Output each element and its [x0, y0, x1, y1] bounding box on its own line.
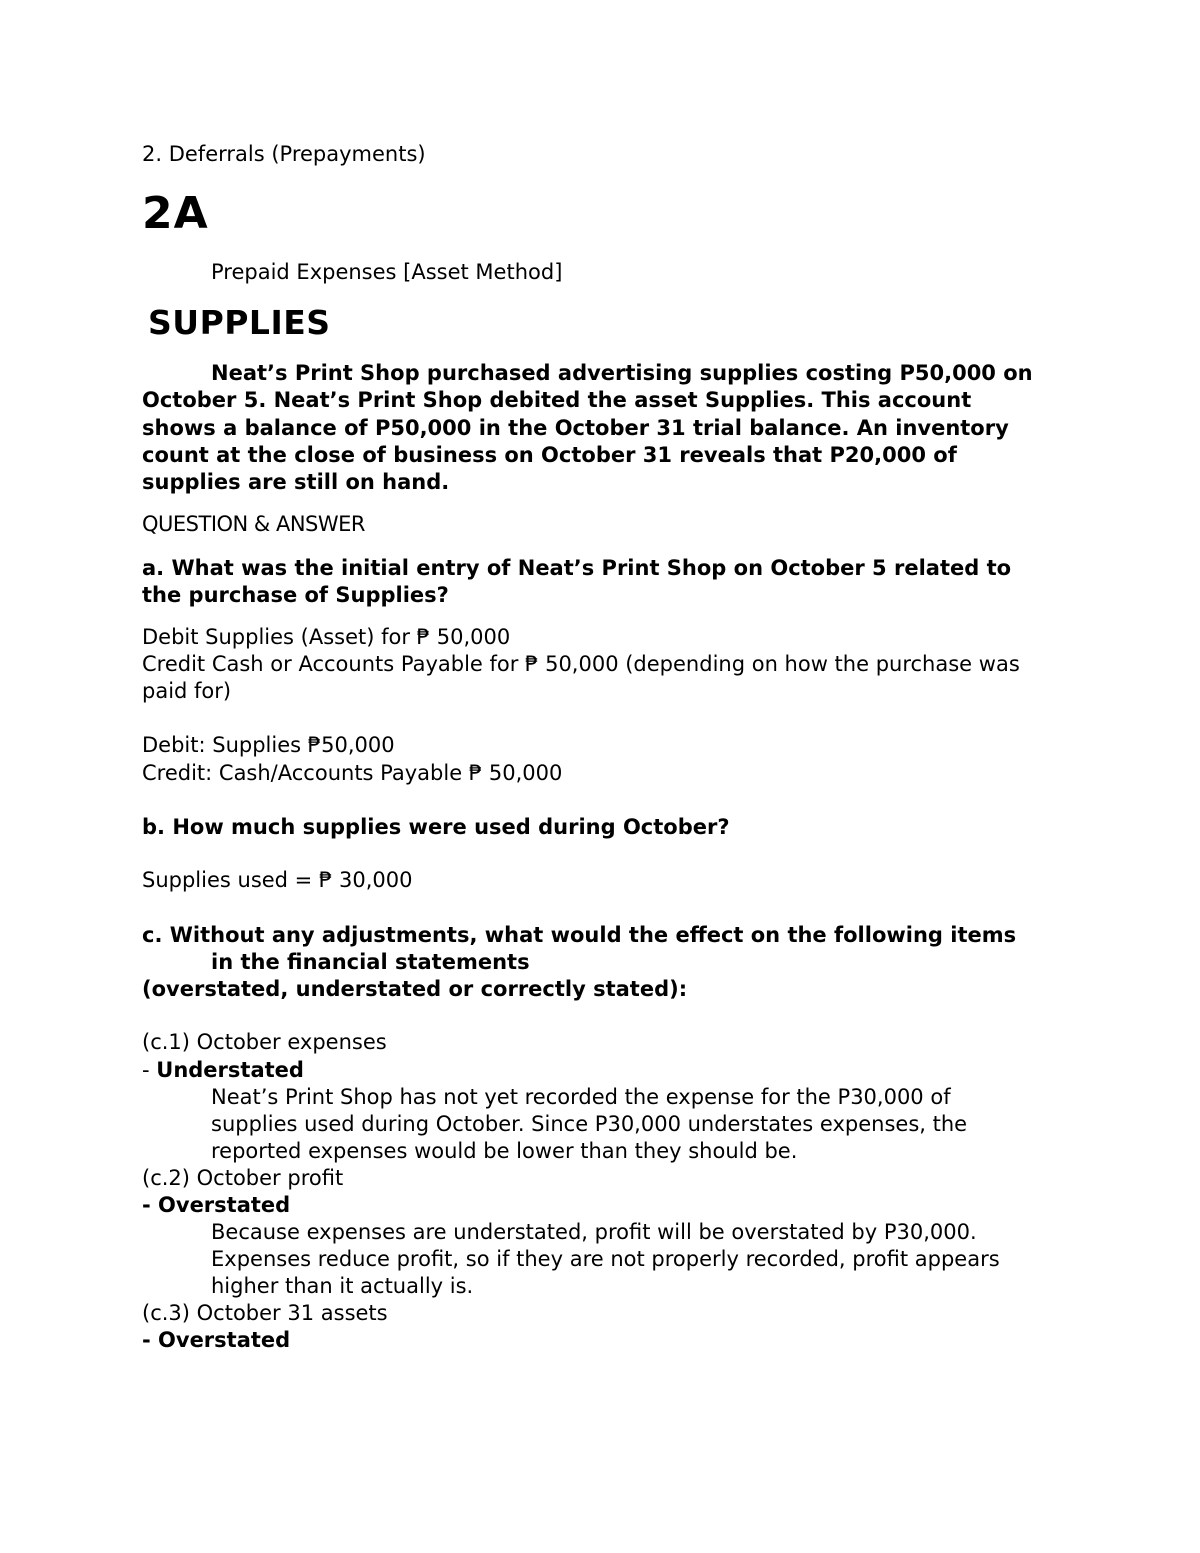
topic-heading: SUPPLIES [148, 303, 331, 342]
answer-text: Supplies used = ₱ 30,000 [142, 868, 413, 892]
sub-item-label: (c.3) October 31 assets [142, 1301, 388, 1325]
explanation-line: reported expenses would be lower than they should be. [211, 1139, 798, 1163]
problem-line: shows a balance of P50,000 in the October 31 trial balance. An inventory [142, 416, 1009, 440]
journal-entry-debit: Debit: Supplies ₱50,000 [142, 733, 395, 757]
explanation-line: Expenses reduce profit, so if they are not properly recorded, profit appears [211, 1247, 1000, 1271]
question-text: (overstated, understated or correctly stated): [142, 977, 688, 1001]
answer-text: Debit Supplies (Asset) for ₱ 50,000 [142, 625, 511, 649]
explanation-line: Because expenses are understated, profit will be overstated by P30,000. [211, 1220, 977, 1244]
sub-item-label: (c.2) October profit [142, 1166, 344, 1190]
explanation-line: supplies used during October. Since P30,000 understates expenses, the [211, 1112, 968, 1136]
problem-line: October 5. Neat’s Print Shop debited the asset Supplies. This account [142, 388, 972, 412]
sub-item-result: - Overstated [142, 1193, 291, 1217]
question-text: a. What was the initial entry of Neat’s Print Shop on October 5 related to [142, 556, 1012, 580]
problem-line: supplies are still on hand. [142, 470, 450, 494]
explanation-line: higher than it actually is. [211, 1274, 474, 1298]
answer-text: Credit Cash or Accounts Payable for ₱ 50,000 (depending on how the purchase was [142, 652, 1020, 676]
qa-label: QUESTION & ANSWER [142, 512, 366, 536]
section-subtitle: Prepaid Expenses [Asset Method] [211, 260, 563, 284]
sub-item-result: - Overstated [142, 1328, 291, 1352]
problem-line: count at the close of business on October 31 reveals that P20,000 of [142, 443, 957, 467]
sub-item-label: (c.1) October expenses [142, 1030, 387, 1054]
question-text: b. How much supplies were used during October? [142, 815, 730, 839]
explanation-line: Neat’s Print Shop has not yet recorded the expense for the P30,000 of [211, 1085, 951, 1109]
question-text: c. Without any adjustments, what would the effect on the following items [142, 923, 1017, 947]
journal-entry-credit: Credit: Cash/Accounts Payable ₱ 50,000 [142, 761, 563, 785]
section-heading: 2. Deferrals (Prepayments) [142, 142, 426, 166]
sub-item-result [142, 1058, 304, 1082]
problem-line: Neat’s Print Shop purchased advertising supplies costing P50,000 on [211, 361, 1033, 385]
answer-text: paid for) [142, 679, 232, 703]
result-value: Understated [156, 1058, 304, 1082]
question-text: the purchase of Supplies? [142, 583, 449, 607]
question-text: in the financial statements [211, 950, 530, 974]
result-dash: - [142, 1058, 157, 1082]
section-code: 2A [142, 188, 209, 239]
